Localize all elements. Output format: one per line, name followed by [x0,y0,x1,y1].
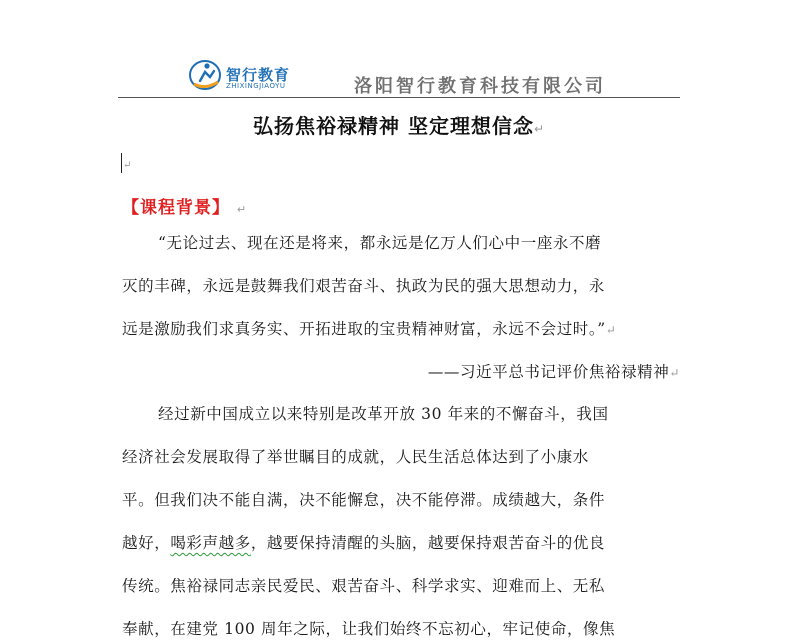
text-line: 传统。焦裕禄同志亲民爱民、艰苦奋斗、科学求实、迎难而上、无私 [122,577,606,595]
logo-pinyin-text: ZHIXINGJIAOYU [226,82,286,90]
paragraph-mark-icon: ↵ [236,203,248,216]
paragraph-mark-icon: ↵ [605,323,617,337]
logo-icon [188,58,222,94]
text-segment: ，越要保持清醒的头脑，越要保持艰苦奋斗的优良 [250,534,606,552]
text-cursor [121,153,122,173]
text-line: “无论过去、现在还是将来，都永远是亿万人们心中一座永不磨 [158,234,602,252]
attribution-line [428,362,680,384]
document-title-text: 弘扬焦裕禄精神 坚定理想信念 [252,114,534,138]
document-title[interactable] [118,110,680,139]
logo-chinese-text: 智行教育 [226,66,291,84]
grammar-flagged-phrase[interactable]: 喝彩声越多 [170,534,251,552]
header-divider [118,97,680,98]
text-line [122,319,616,341]
company-logo [188,58,308,96]
section-heading-text: 【课程背景】 [122,198,230,218]
section-heading[interactable] [122,193,247,218]
paragraph-mark-icon: ↵ [669,366,680,380]
page-header [118,56,680,98]
text-line: 经过新中国成立以来特别是改革开放 30 年来的不懈奋斗，我国 [158,405,609,423]
text-line [122,533,605,555]
paragraph-mark-icon: ↵ [123,160,132,171]
text-segment: 越好， [122,534,171,552]
text-line: 灭的丰碑，永远是鼓舞我们艰苦奋斗、执政为民的强大思想动力，永 [122,277,606,295]
company-name: 洛阳智行教育科技有限公司 [354,76,606,97]
text-line-content: 远是激励我们求真务实、开拓进取的宝贵精神财富，永远不会过时。” [122,320,606,338]
text-line: 平。但我们决不能自满，决不能懈怠，决不能停滞。成绩越大，条件 [122,491,606,509]
attribution-text: ——习近平总书记评价焦裕禄精神 [427,363,670,381]
text-line: 经济社会发展取得了举世瞩目的成就，人民生活总体达到了小康水 [122,448,589,466]
paragraph-mark-icon: ↵ [533,122,546,136]
text-line: 奉献，在建党 100 周年之际，让我们始终不忘初心，牢记使命，像焦 [122,620,616,638]
